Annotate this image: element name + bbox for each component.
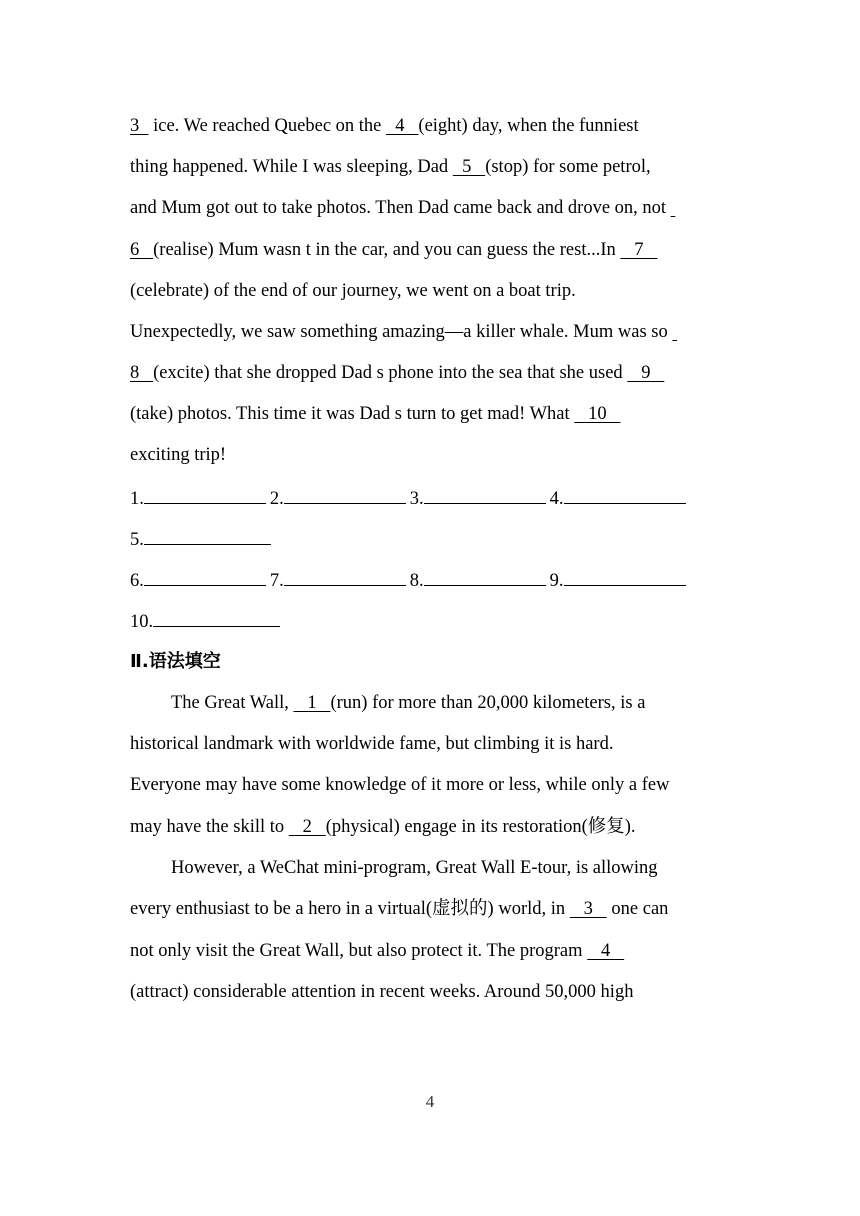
answer-blank-5[interactable] bbox=[144, 526, 271, 545]
passage2-line-6 bbox=[130, 897, 740, 921]
text: one can bbox=[606, 899, 669, 919]
text: The Great Wall, bbox=[171, 693, 294, 713]
text: may have the skill to bbox=[130, 817, 289, 837]
answer-label-5: 5. bbox=[130, 530, 144, 550]
passage1-line-6 bbox=[130, 320, 740, 344]
answer-row-4 bbox=[130, 608, 740, 632]
blank-8: 8 bbox=[130, 363, 154, 383]
answer-label-1: 1. bbox=[130, 489, 144, 509]
passage2-line-3 bbox=[130, 773, 740, 797]
section-heading: Ⅱ.语法填空 bbox=[130, 651, 221, 672]
text: every enthusiast to be a hero in a virtual(虚拟的) world, in bbox=[130, 899, 570, 919]
answer-label-3: 3. bbox=[409, 489, 424, 509]
blank-6-start bbox=[671, 198, 676, 218]
answer-label-7: 7. bbox=[269, 571, 284, 591]
text: (stop) for some petrol, bbox=[485, 157, 651, 177]
passage1-line-4 bbox=[130, 238, 740, 262]
text: not only visit the Great Wall, but also protect it. The program bbox=[130, 941, 588, 961]
answer-row-1 bbox=[130, 485, 740, 509]
text: However, a WeChat mini-program, Great Wall E-tour, is allowing bbox=[171, 858, 658, 878]
blank-2: 2 bbox=[288, 817, 326, 837]
text: (celebrate) of the end of our journey, we went on a boat trip. bbox=[130, 281, 576, 301]
text: Unexpectedly, we saw something amazing—a killer whale. Mum was so bbox=[130, 322, 673, 342]
passage1-line-5 bbox=[130, 279, 740, 303]
text: (take) photos. This time it was Dad s turn to get mad! What bbox=[130, 404, 575, 424]
answer-blank-2[interactable] bbox=[284, 485, 406, 504]
answer-label-8: 8. bbox=[409, 571, 424, 591]
answer-label-9: 9. bbox=[549, 571, 564, 591]
text: Everyone may have some knowledge of it more or less, while only a few bbox=[130, 775, 670, 795]
blank-9: 9 bbox=[627, 363, 665, 383]
passage1-line-7 bbox=[130, 361, 740, 385]
text: thing happened. While I was sleeping, Dad bbox=[130, 157, 453, 177]
blank-8-start bbox=[672, 322, 677, 342]
text: and Mum got out to take photos. Then Dad came back and drove on, not bbox=[130, 198, 671, 218]
passage1-line-2 bbox=[130, 155, 740, 179]
answer-label-4: 4. bbox=[549, 489, 564, 509]
answer-blank-6[interactable] bbox=[144, 567, 266, 586]
answer-label-6: 6. bbox=[130, 571, 144, 591]
answer-blank-4[interactable] bbox=[564, 485, 686, 504]
text: (realise) Mum wasn t in the car, and you can guess the rest...In bbox=[153, 240, 621, 260]
passage1-line-1 bbox=[130, 114, 740, 138]
blank-4: 4 bbox=[386, 116, 419, 136]
passage2-line-4 bbox=[130, 815, 740, 839]
blank-4: 4 bbox=[587, 941, 625, 961]
blank-1: 1 bbox=[293, 693, 331, 713]
answer-blank-10[interactable] bbox=[153, 608, 280, 627]
text: ice. We reached Quebec on the bbox=[148, 116, 387, 136]
blank-7: 7 bbox=[620, 240, 658, 260]
passage2-line-7 bbox=[130, 939, 740, 963]
passage1-line-3 bbox=[130, 196, 740, 220]
answer-row-3 bbox=[130, 567, 740, 591]
answer-blank-3[interactable] bbox=[424, 485, 546, 504]
text: exciting trip! bbox=[130, 445, 227, 465]
answer-blank-9[interactable] bbox=[564, 567, 686, 586]
text: (eight) day, when the funniest bbox=[418, 116, 639, 136]
answer-label-10: 10. bbox=[130, 612, 154, 632]
answer-label-2: 2. bbox=[269, 489, 284, 509]
passage1-line-8 bbox=[130, 402, 740, 426]
passage2-line-5 bbox=[171, 856, 740, 880]
answer-blank-8[interactable] bbox=[424, 567, 546, 586]
answer-blank-1[interactable] bbox=[144, 485, 266, 504]
passage1-line-9 bbox=[130, 443, 740, 467]
text: (run) for more than 20,000 kilometers, is a bbox=[330, 693, 646, 713]
blank-3: 3 bbox=[569, 899, 607, 919]
text: (attract) considerable attention in recent weeks. Around 50,000 high bbox=[130, 982, 634, 1002]
passage2-line-2 bbox=[130, 732, 740, 756]
blank-3: 3 bbox=[130, 116, 149, 136]
text: (excite) that she dropped Dad s phone into the sea that she used bbox=[153, 363, 628, 383]
passage2-line-1 bbox=[171, 691, 740, 715]
page-number: 4 bbox=[425, 1092, 435, 1111]
blank-5: 5 bbox=[452, 157, 486, 177]
blank-10: 10 bbox=[574, 404, 621, 424]
text: historical landmark with worldwide fame, but climbing it is hard. bbox=[130, 734, 614, 754]
answer-row-2 bbox=[130, 526, 740, 550]
answer-blank-7[interactable] bbox=[284, 567, 406, 586]
blank-6: 6 bbox=[130, 240, 154, 260]
passage2-line-8 bbox=[130, 980, 740, 1004]
text: (physical) engage in its restoration(修复). bbox=[325, 817, 636, 837]
